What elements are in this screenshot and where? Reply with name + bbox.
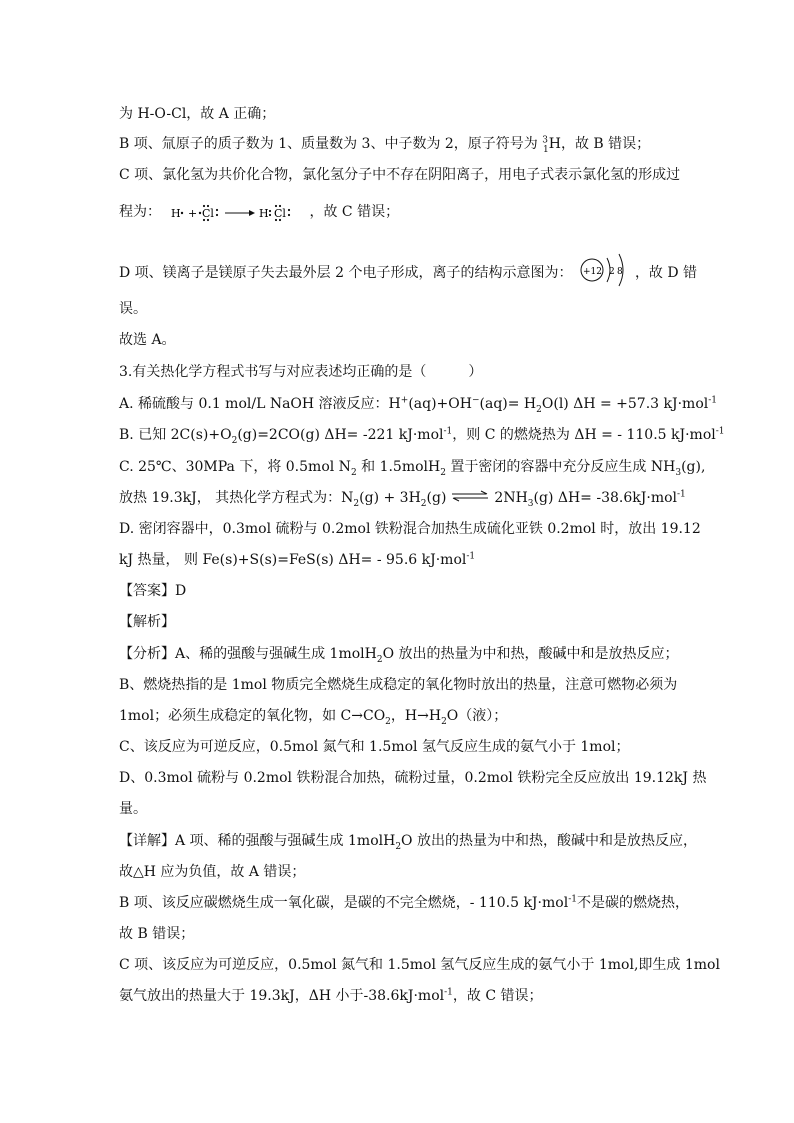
- text-line: 【分析】A、稀的强酸与强碱生成 1molH$_2$O 放出的热量为中和热，酸碱中和是放热反应；: [119, 646, 679, 665]
- text-line: 1mol；必须生成稳定的氧化物，如 $C\to CO_2$，$H\to H_2O$（液）；: [119, 708, 508, 727]
- option-c-line-2: 放热 19.3kJ， 其热化学方程式为：$N_2(g) + 3H_2(g)$ $2NH_3(g)$ ΔH= -38.6kJ·mol$^{-1}$: [119, 489, 686, 509]
- text-line: 氨气放出的热量大于 19.3kJ，ΔH 小于-38.6kJ·mol$^{-1}$，故 C 错误；: [119, 987, 543, 1004]
- option-c-line-1: C. 25℃、30MPa 下，将 0.5mol $N_2$ 和 1.5molH$_2$ 置于密闭的容器中充分反应生成 $NH_3(g)$,: [119, 459, 706, 478]
- shell-1-electrons: 2: [608, 267, 615, 277]
- svg-text:+: +: [188, 207, 198, 220]
- text-line: B、燃烧热指的是 1mol 物质完全燃烧生成稳定的氧化物时放出的热量，注意可燃物必须为: [119, 677, 678, 693]
- text-line: 量。: [119, 801, 147, 817]
- option-d-line-2: kJ 热量， 则 Fe(s)+S(s)=FeS(s) ΔH= - 95.6 kJ·mol$^{-1}$: [119, 551, 476, 568]
- option-b: B. 已知 $2C(s)+O_2(g)=2CO(g)$ ΔH= -221 kJ·mol$^{-1}$，则 C 的燃烧热为 ΔH = - 110.5 kJ·mol$^{-1}$: [119, 426, 725, 446]
- text-line: B 项、氚原子的质子数为 1、质量数为 3、中子数为 2，原子符号为 $^3_1$H，故 B 错误；: [119, 135, 651, 155]
- reversible-arrow-icon: [450, 488, 490, 508]
- text-line: D 项、镁离子是镁原子失去最外层 2 个电子形成，离子的结构示意图为： +12 2 8 ，故 D 错: [119, 252, 697, 294]
- analysis-heading: 【解析】: [119, 614, 175, 630]
- electron-formula-hcl: [167, 201, 307, 223]
- text-line: B 项、该反应碳燃烧生成一氧化碳，是碳的不完全燃烧，- 110.5 kJ·mol$^{-1}$不是碳的燃烧热，: [119, 894, 689, 911]
- text-line: 程为： H + Cl H Cl ，故 C 错误；: [119, 201, 399, 223]
- option-a: A. 稀硫酸与 0.1 mol/L NaOH 溶液反应：$H^+(aq)+OH^-(aq)= H_2O(l) \Delta H = +57.3$ kJ·mol$^{-1}$: [119, 395, 718, 415]
- hydrogen-symbol-right: H: [259, 207, 270, 220]
- chlorine-symbol-right: Cl: [274, 207, 287, 220]
- nucleus-charge: +12: [582, 267, 602, 277]
- option-d-line-1: D. 密闭容器中，0.3mol 硫粉与 0.2mol 铁粉混合加热生成硫化亚铁 0.2mol 时，放出 19.12: [119, 521, 701, 537]
- text-line: 故△H 应为负值，故 A 错误；: [119, 864, 306, 880]
- text-line: 误。: [119, 301, 147, 317]
- hydrogen-symbol-left: H: [171, 207, 182, 220]
- answer-line: 【答案】D: [119, 583, 187, 599]
- text-line: D、0.3mol 硫粉与 0.2mol 铁粉混合加热，硫粉过量，0.2mol 铁粉完全反应放出 19.12kJ 热: [119, 770, 707, 786]
- text-line: C 项、氯化氢为共价化合物，氯化氢分子中不存在阴阳离子，用电子式表示氯化氢的形成过: [119, 167, 681, 183]
- text-line: 故选 A。: [119, 332, 176, 348]
- question-3-stem: 3.有关热化学方程式书写与对应表述均正确的是（ ）: [119, 364, 483, 380]
- mg-ion-structure-diagram: [579, 252, 633, 294]
- chlorine-symbol-left: Cl: [202, 207, 215, 220]
- shell-2-electrons: 8: [616, 267, 623, 277]
- text-line: C、该反应为可逆反应，0.5mol 氮气和 1.5mol 氢气反应生成的氨气小于 1mol；: [119, 739, 630, 755]
- text-line: 【详解】A 项、稀的强酸与强碱生成 1molH$_2$O 放出的热量为中和热，酸碱中和是放热反应，: [119, 833, 697, 852]
- text-line: C 项、该反应为可逆反应，0.5mol 氮气和 1.5mol 氢气反应生成的氨气小于 1mol,即生成 1mol: [119, 957, 720, 973]
- text-line: 故 B 错误；: [119, 926, 195, 942]
- text-line: 为 H-O-Cl，故 A 正确；: [119, 106, 276, 122]
